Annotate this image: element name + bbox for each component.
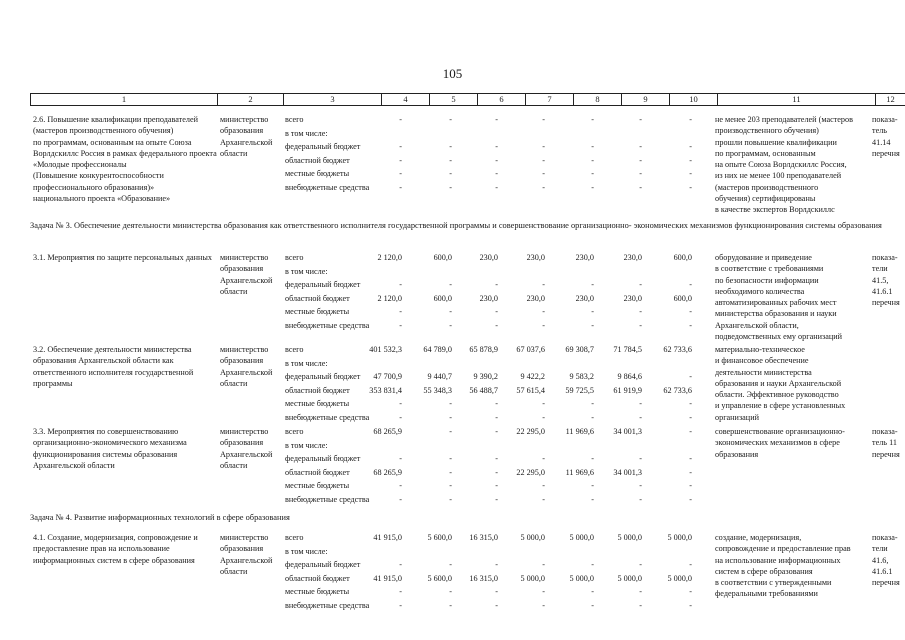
funding-value: - xyxy=(639,413,642,422)
funding-value: - xyxy=(591,413,594,422)
funding-source-label: федеральный бюджет xyxy=(285,280,361,290)
column-header-5: 5 xyxy=(430,94,478,106)
funding-value: 34 001,3 xyxy=(613,467,642,477)
column-number-header xyxy=(30,93,905,106)
funding-source-label: внебюджетные средства xyxy=(285,183,370,192)
funding-source-label: внебюджетные средства xyxy=(285,495,370,504)
funding-value: 2 120,0 xyxy=(377,293,402,303)
funding-value: - xyxy=(542,142,545,152)
funding-value: - xyxy=(495,399,498,409)
funding-value: 57 615,4 xyxy=(516,385,545,395)
indicator-link: показа- тели 41.6, 41.6.1 перечня xyxy=(872,533,900,588)
funding-value: - xyxy=(449,399,452,409)
funding-value: - xyxy=(495,495,498,504)
funding-source-label: всего xyxy=(285,253,304,262)
column-header-6: 6 xyxy=(478,94,526,106)
funding-value: 22 295,0 xyxy=(516,467,545,477)
funding-value: - xyxy=(495,427,498,436)
funding-value: 68 265,9 xyxy=(373,427,402,436)
funding-value: 5 600,0 xyxy=(427,533,452,542)
executor: министерство образования Архангельской области xyxy=(220,533,273,576)
indicator-link: показа- тель 41.14 перечня xyxy=(872,115,900,158)
funding-value: - xyxy=(689,601,692,610)
funding-value: - xyxy=(689,307,692,317)
funding-source-label: местные бюджеты xyxy=(285,307,350,317)
funding-value: - xyxy=(689,155,692,165)
funding-value: - xyxy=(689,372,692,382)
funding-value: - xyxy=(495,454,498,464)
funding-value: 34 001,3 xyxy=(613,427,642,436)
funding-value: 230,0 xyxy=(479,293,498,303)
funding-source-label: областной бюджет xyxy=(285,573,350,583)
funding-value: 16 315,0 xyxy=(469,533,498,542)
funding-source-label: всего xyxy=(285,345,304,354)
funding-value: 9 440,7 xyxy=(427,372,452,382)
funding-value: 41 915,0 xyxy=(373,533,402,542)
funding-value: 230,0 xyxy=(526,253,545,262)
funding-source-label: местные бюджеты xyxy=(285,481,350,491)
funding-value: 5 000,0 xyxy=(569,533,594,542)
funding-source-label: областной бюджет xyxy=(285,155,350,165)
funding-value: 5 000,0 xyxy=(520,573,545,583)
funding-value: - xyxy=(689,183,692,192)
measure-name: 3.1. Мероприятия по защите персональных данных xyxy=(33,253,212,262)
funding-value: - xyxy=(639,142,642,152)
funding-source-label: в том числе: xyxy=(285,266,328,276)
funding-value: - xyxy=(449,321,452,330)
funding-value: 47 700,9 xyxy=(373,372,402,382)
column-header-4: 4 xyxy=(382,94,430,106)
funding-source-label: всего xyxy=(285,115,304,124)
measure-name: 4.1. Создание, модернизация, сопровождение и предоставление прав на использование информационных систем в сфере образования xyxy=(33,533,198,565)
funding-value: - xyxy=(449,413,452,422)
funding-value: 353 831,4 xyxy=(369,385,402,395)
funding-source-label: федеральный бюджет xyxy=(285,454,361,464)
funding-value: 5 000,0 xyxy=(617,533,642,542)
funding-value: 5 000,0 xyxy=(667,573,692,583)
column-header-9: 9 xyxy=(622,94,670,106)
funding-value: - xyxy=(399,115,402,124)
funding-value: - xyxy=(591,169,594,179)
funding-value: - xyxy=(689,467,692,477)
funding-value: - xyxy=(689,321,692,330)
funding-value: - xyxy=(449,454,452,464)
executor: министерство образования Архангельской области xyxy=(220,345,273,388)
funding-value: 22 295,0 xyxy=(516,427,545,436)
funding-value: - xyxy=(639,183,642,192)
column-header-8: 8 xyxy=(574,94,622,106)
funding-value: 11 969,6 xyxy=(565,467,594,477)
funding-value: - xyxy=(591,399,594,409)
funding-value: - xyxy=(639,454,642,464)
funding-value: - xyxy=(542,495,545,504)
column-header-7: 7 xyxy=(526,94,574,106)
funding-value: 69 308,7 xyxy=(565,345,594,354)
funding-value: 230,0 xyxy=(479,253,498,262)
executor: министерство образования Архангельской области xyxy=(220,115,273,158)
funding-value: - xyxy=(639,115,642,124)
funding-value: - xyxy=(495,183,498,192)
funding-value: - xyxy=(639,560,642,570)
indicator-link: показа- тель 11 перечня xyxy=(872,427,900,459)
funding-value: - xyxy=(689,587,692,597)
funding-value: - xyxy=(639,495,642,504)
funding-value: - xyxy=(399,413,402,422)
funding-value: 41 915,0 xyxy=(373,573,402,583)
expected-result: оборудование и приведение в соответствие с требованиями по безопасности информации необходимого количества автоматизированных рабочих мест министерства образования и науки Архангельской области, подведомственных ему организаций xyxy=(715,253,843,342)
measure-name: 2.6. Повышение квалификации преподавателей (мастеров производственного обучения) по программам, основанным на опыте Союза Ворлдскиллс Россия в рамках федерального проекта «Молодые профессионалы (Повышение конкурентоспособности профессионального образования)» национального проекта «Образование» xyxy=(33,115,217,204)
funding-value: - xyxy=(689,495,692,504)
funding-value: 11 969,6 xyxy=(565,427,594,436)
funding-value: 62 733,6 xyxy=(663,385,692,395)
funding-value: - xyxy=(639,169,642,179)
funding-value: - xyxy=(689,427,692,436)
funding-value: - xyxy=(449,560,452,570)
funding-value: 5 000,0 xyxy=(617,573,642,583)
funding-value: - xyxy=(542,587,545,597)
funding-value: - xyxy=(399,155,402,165)
funding-value: 64 789,0 xyxy=(423,345,452,354)
funding-value: - xyxy=(542,183,545,192)
column-header-11: 11 xyxy=(718,94,876,106)
funding-value: 67 037,6 xyxy=(516,345,545,354)
funding-value: - xyxy=(495,169,498,179)
funding-value: - xyxy=(399,321,402,330)
funding-value: - xyxy=(495,467,498,477)
funding-value: 71 784,5 xyxy=(613,345,642,354)
funding-value: - xyxy=(449,587,452,597)
funding-value: 230,0 xyxy=(575,253,594,262)
funding-value: - xyxy=(495,155,498,165)
funding-source-label: федеральный бюджет xyxy=(285,560,361,570)
funding-value: 59 725,5 xyxy=(565,385,594,395)
column-header-12: 12 xyxy=(876,94,905,106)
column-header-2: 2 xyxy=(218,94,284,106)
funding-value: - xyxy=(542,321,545,330)
funding-value: - xyxy=(639,481,642,491)
funding-value: - xyxy=(399,169,402,179)
funding-value: 68 265,9 xyxy=(373,467,402,477)
expected-result: материально-техническое и финансовое обеспечение деятельности министерства образования и науки Архангельской области. Эффективное руководство и управление в сфере установленных организаций xyxy=(715,345,846,422)
funding-value: 65 878,9 xyxy=(469,345,498,354)
funding-source-label: внебюджетные средства xyxy=(285,413,370,422)
funding-value: - xyxy=(399,399,402,409)
executor: министерство образования Архангельской области xyxy=(220,427,273,470)
funding-value: 55 348,3 xyxy=(423,385,452,395)
funding-value: - xyxy=(449,495,452,504)
funding-value: - xyxy=(689,280,692,290)
funding-value: - xyxy=(639,280,642,290)
funding-value: - xyxy=(689,560,692,570)
funding-value: 9 583,2 xyxy=(569,372,594,382)
funding-value: - xyxy=(399,560,402,570)
page-number: 105 xyxy=(442,66,463,81)
funding-value: - xyxy=(639,587,642,597)
funding-value: - xyxy=(689,454,692,464)
funding-source-label: местные бюджеты xyxy=(285,169,350,179)
funding-value: - xyxy=(495,587,498,597)
funding-value: - xyxy=(639,307,642,317)
funding-value: - xyxy=(399,601,402,610)
funding-value: 401 532,3 xyxy=(369,345,402,354)
funding-value: - xyxy=(591,481,594,491)
funding-value: 56 488,7 xyxy=(469,385,498,395)
funding-value: 600,0 xyxy=(673,293,692,303)
funding-value: - xyxy=(495,280,498,290)
funding-value: - xyxy=(449,307,452,317)
funding-source-label: федеральный бюджет xyxy=(285,142,361,152)
funding-value: - xyxy=(495,560,498,570)
funding-value: 62 733,6 xyxy=(663,345,692,354)
funding-value: - xyxy=(495,321,498,330)
funding-value: - xyxy=(449,142,452,152)
funding-source-label: областной бюджет xyxy=(285,293,350,303)
funding-value: 230,0 xyxy=(623,293,642,303)
funding-value: - xyxy=(542,280,545,290)
funding-value: - xyxy=(399,183,402,192)
funding-value: - xyxy=(542,413,545,422)
funding-value: 600,0 xyxy=(433,293,452,303)
funding-value: 9 422,2 xyxy=(520,372,545,382)
funding-value: - xyxy=(399,142,402,152)
indicator-link: показа- тели 41.5, 41.6.1 перечня xyxy=(872,253,900,308)
column-header-3: 3 xyxy=(284,94,382,106)
funding-value: - xyxy=(689,399,692,409)
funding-value: 2 120,0 xyxy=(377,253,402,262)
funding-value: - xyxy=(639,155,642,165)
funding-value: 5 600,0 xyxy=(427,573,452,583)
funding-value: - xyxy=(542,307,545,317)
funding-value: - xyxy=(591,587,594,597)
funding-value: - xyxy=(449,427,452,436)
funding-value: - xyxy=(399,481,402,491)
funding-value: - xyxy=(449,183,452,192)
funding-value: - xyxy=(689,115,692,124)
funding-source-label: внебюджетные средства xyxy=(285,601,370,610)
funding-value: - xyxy=(591,560,594,570)
funding-value: - xyxy=(591,495,594,504)
funding-value: - xyxy=(399,587,402,597)
funding-value: - xyxy=(542,454,545,464)
funding-value: - xyxy=(495,601,498,610)
funding-value: 9 864,6 xyxy=(617,372,642,382)
funding-source-label: областной бюджет xyxy=(285,467,350,477)
funding-value: - xyxy=(495,115,498,124)
funding-value: 230,0 xyxy=(575,293,594,303)
expected-result: не менее 203 преподавателей (мастеров производственного обучения) прошли повышение квалификации по программам, основанным на опыте Союза Ворлдскиллс Россия, из них не менее 100 преподавателей (мастеров производственного обучения) сертифицированы в качестве экспертов Ворлдскиллс xyxy=(715,115,853,215)
funding-value: - xyxy=(542,115,545,124)
funding-value: - xyxy=(495,481,498,491)
funding-value: - xyxy=(591,142,594,152)
funding-value: - xyxy=(639,601,642,610)
funding-value: - xyxy=(449,601,452,610)
funding-value: 5 000,0 xyxy=(569,573,594,583)
funding-value: - xyxy=(689,142,692,152)
funding-value: - xyxy=(639,399,642,409)
funding-value: - xyxy=(542,169,545,179)
funding-source-label: федеральный бюджет xyxy=(285,372,361,382)
funding-value: 9 390,2 xyxy=(473,372,498,382)
funding-value: - xyxy=(449,155,452,165)
funding-value: - xyxy=(591,183,594,192)
funding-value: - xyxy=(591,115,594,124)
funding-value: - xyxy=(495,142,498,152)
task-heading: Задача № 3. Обеспечение деятельности министерства образования как ответственного исполнителя государственной программы и совершенствование организационно- экономических механизмов функционирования системы образования xyxy=(30,221,882,230)
funding-value: - xyxy=(542,399,545,409)
funding-source-label: местные бюджеты xyxy=(285,399,350,409)
measure-name: 3.3. Мероприятия по совершенствованию организационно-экономического механизма функционирования системы образования Архангельской области xyxy=(33,427,187,470)
funding-value: - xyxy=(399,280,402,290)
funding-source-label: всего xyxy=(285,427,304,436)
funding-value: - xyxy=(449,169,452,179)
expected-result: создание, модернизация, сопровождение и предоставление прав на использование информационных систем в сфере образования в соответствии с утвержденными федеральными требованиями xyxy=(715,533,851,599)
funding-value: - xyxy=(591,155,594,165)
funding-source-label: внебюджетные средства xyxy=(285,321,370,330)
expected-result: совершенствование организационно- экономических механизмов в сфере образования xyxy=(715,427,845,459)
funding-value: - xyxy=(639,321,642,330)
funding-value: 5 000,0 xyxy=(520,533,545,542)
funding-value: - xyxy=(542,560,545,570)
column-header-10: 10 xyxy=(670,94,718,106)
funding-value: 5 000,0 xyxy=(667,533,692,542)
funding-source-label: всего xyxy=(285,533,304,542)
funding-source-label: областной бюджет xyxy=(285,385,350,395)
funding-value: 16 315,0 xyxy=(469,573,498,583)
funding-value: - xyxy=(449,467,452,477)
funding-value: - xyxy=(591,454,594,464)
funding-value: - xyxy=(591,280,594,290)
funding-source-label: в том числе: xyxy=(285,128,328,138)
funding-value: 61 919,9 xyxy=(613,385,642,395)
funding-value: - xyxy=(689,169,692,179)
funding-value: - xyxy=(542,601,545,610)
funding-value: - xyxy=(495,413,498,422)
funding-value: - xyxy=(542,155,545,165)
funding-value: 600,0 xyxy=(673,253,692,262)
funding-value: - xyxy=(495,307,498,317)
funding-value: - xyxy=(689,413,692,422)
funding-source-label: в том числе: xyxy=(285,440,328,450)
executor: министерство образования Архангельской области xyxy=(220,253,273,296)
funding-value: - xyxy=(591,601,594,610)
funding-value: 230,0 xyxy=(526,293,545,303)
funding-value: 230,0 xyxy=(623,253,642,262)
funding-value: - xyxy=(591,321,594,330)
funding-value: - xyxy=(399,454,402,464)
funding-source-label: в том числе: xyxy=(285,546,328,556)
funding-source-label: в том числе: xyxy=(285,358,328,368)
funding-value: - xyxy=(591,307,594,317)
funding-value: - xyxy=(399,495,402,504)
funding-value: - xyxy=(449,481,452,491)
funding-value: 600,0 xyxy=(433,253,452,262)
task-heading: Задача № 4. Развитие информационных технологий в сфере образования xyxy=(30,513,290,522)
measure-name: 3.2. Обеспечение деятельности министерства образования Архангельской области как ответственного исполнителя государственной программы xyxy=(33,345,194,388)
column-header-1: 1 xyxy=(31,94,218,106)
funding-value: - xyxy=(449,115,452,124)
funding-value: - xyxy=(542,481,545,491)
funding-value: - xyxy=(689,481,692,491)
funding-value: - xyxy=(449,280,452,290)
funding-source-label: местные бюджеты xyxy=(285,587,350,597)
funding-value: - xyxy=(399,307,402,317)
